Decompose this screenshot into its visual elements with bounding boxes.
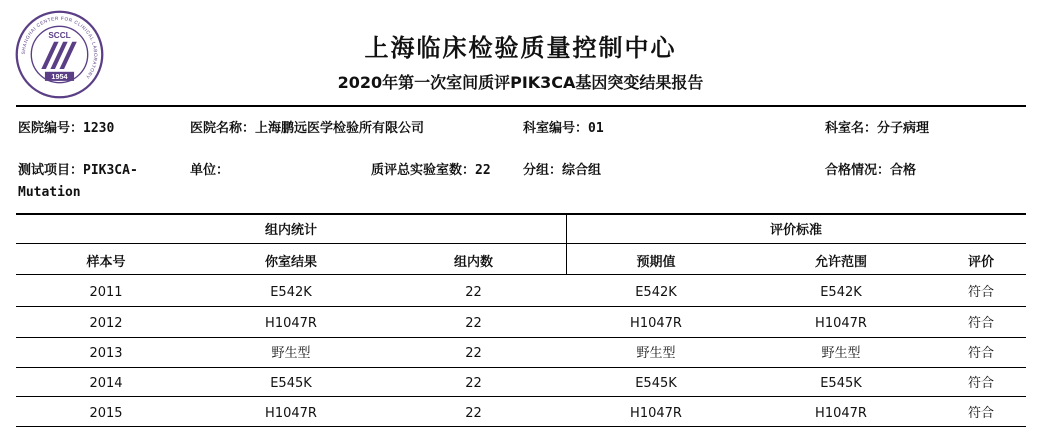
- row-divider: [16, 367, 1026, 368]
- cell-evaluation: 符合: [967, 285, 994, 300]
- row-divider: [16, 306, 1026, 307]
- cell-sample-id: 2013: [89, 346, 123, 361]
- unit: 单位：: [190, 163, 230, 178]
- total-labs: 质评总实验室数：22: [371, 163, 491, 178]
- dept-name: 科室名：分子病理: [825, 121, 930, 136]
- logo-year: 1954: [51, 72, 68, 82]
- cell-group-count: 22: [465, 285, 482, 300]
- cell-evaluation: 符合: [967, 406, 994, 421]
- cell-expected-value: H1047R: [630, 316, 682, 331]
- cell-allowed-range: E542K: [820, 285, 862, 300]
- cell-evaluation: 符合: [967, 316, 994, 331]
- logo-abbrev: SCCL: [48, 31, 71, 41]
- qualified-status: 合格情况：合格: [825, 163, 917, 178]
- cell-group-count: 22: [465, 346, 482, 361]
- col-header-sample-id: 样本号: [86, 255, 126, 270]
- cell-allowed-range: H1047R: [815, 406, 867, 421]
- cell-your-result: 野生型: [271, 346, 311, 361]
- hospital-id: 医院编号：1230: [18, 121, 115, 136]
- header-divider: [16, 105, 1026, 107]
- cell-sample-id: 2012: [89, 316, 123, 331]
- cell-group-count: 22: [465, 376, 482, 391]
- col-header-group-count: 组内数: [453, 255, 493, 270]
- cell-your-result: H1047R: [265, 316, 317, 331]
- cell-allowed-range: H1047R: [815, 316, 867, 331]
- cell-your-result: E545K: [270, 376, 312, 391]
- cell-evaluation: 符合: [967, 346, 994, 361]
- cell-expected-value: H1047R: [630, 406, 682, 421]
- table-top-border: [16, 213, 1026, 215]
- dept-id: 科室编号：01: [523, 121, 604, 136]
- col-header-your-result: 你室结果: [264, 255, 317, 270]
- cell-group-count: 22: [465, 316, 482, 331]
- test-item: 测试项目：PIK3CA-Mutation: [18, 163, 138, 200]
- cell-evaluation: 符合: [967, 376, 994, 391]
- column-header-divider: [16, 274, 1026, 275]
- row-divider: [16, 396, 1026, 397]
- group-stats-header: 组内统计: [264, 223, 317, 238]
- cell-your-result: E542K: [270, 285, 312, 300]
- cell-allowed-range: E545K: [820, 376, 862, 391]
- cell-group-count: 22: [465, 406, 482, 421]
- report-title: 2020年第一次室间质评PIK3CA基因突变结果报告: [337, 73, 704, 92]
- hospital-name: 医院名称：上海鹏远医学检验所有限公司: [190, 121, 425, 136]
- group: 分组：综合组: [523, 163, 602, 178]
- cell-expected-value: E542K: [635, 285, 677, 300]
- cell-sample-id: 2011: [89, 285, 123, 300]
- cell-allowed-range: 野生型: [821, 346, 861, 361]
- col-header-allowed-range: 允许范围: [814, 255, 867, 270]
- cell-your-result: H1047R: [265, 406, 317, 421]
- logo-ring-text: SHANGHAI CENTER FOR CLINICAL LABORATORY: [21, 16, 98, 80]
- table-bottom-border: [16, 426, 1026, 427]
- cell-sample-id: 2015: [89, 406, 123, 421]
- org-title: 上海临床检验质量控制中心: [364, 34, 677, 62]
- row-divider: [16, 337, 1026, 338]
- group-header-divider: [16, 243, 1026, 244]
- col-header-evaluation: 评价: [967, 255, 994, 270]
- criteria-header: 评价标准: [769, 223, 822, 238]
- cell-sample-id: 2014: [89, 376, 123, 391]
- cell-expected-value: 野生型: [636, 346, 676, 361]
- cell-expected-value: E545K: [635, 376, 677, 391]
- col-header-expected-value: 预期值: [636, 255, 676, 270]
